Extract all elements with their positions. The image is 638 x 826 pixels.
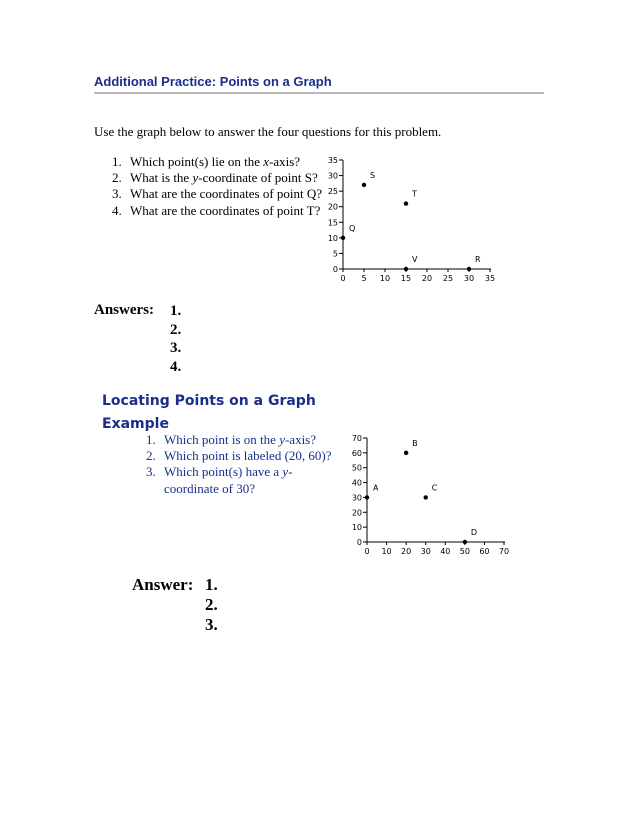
x-tick-label: 35 xyxy=(484,274,496,283)
question-number: 3. xyxy=(146,464,156,480)
question-item xyxy=(112,154,322,170)
x-tick-label: 20 xyxy=(421,274,433,283)
question-text: coordinate of 30? xyxy=(164,480,255,496)
question-number: 1. xyxy=(112,154,122,169)
question-text: What are the coordinates of point T? xyxy=(130,202,321,218)
point-label: D xyxy=(470,528,478,537)
point-label: B xyxy=(412,438,418,448)
answer-numbers-1 xyxy=(170,302,181,376)
point-label: S xyxy=(370,170,376,180)
y-tick-label: 60 xyxy=(351,448,362,458)
y-tick-label: 25 xyxy=(327,187,338,197)
point-label: V xyxy=(412,255,418,264)
question-number: 1. xyxy=(146,432,156,447)
y-tick-label: 20 xyxy=(327,202,338,212)
y-tick-label: 0 xyxy=(332,265,338,274)
x-tick-label: 30 xyxy=(463,274,475,283)
x-tick-label: 50 xyxy=(459,547,470,556)
question-variable: x xyxy=(263,154,269,169)
question-number: 4. xyxy=(112,202,122,218)
question-text: Which point is on the xyxy=(164,432,280,447)
data-point xyxy=(341,236,345,240)
question-number: 2. xyxy=(146,448,156,464)
question-item xyxy=(112,203,322,219)
question-item xyxy=(146,432,332,448)
answer-number: 2. xyxy=(205,595,218,614)
x-tick-label: 15 xyxy=(400,274,412,283)
point-label: C xyxy=(431,483,438,493)
answer-number: 3. xyxy=(170,340,182,356)
y-tick-label: 0 xyxy=(356,538,362,547)
answer-number: 1. xyxy=(170,303,182,319)
x-tick-label: 30 xyxy=(420,547,431,556)
section-heading: Locating Points on a Graph xyxy=(102,393,316,409)
y-tick-label: 10 xyxy=(351,523,362,533)
question-text: -axis? xyxy=(284,432,317,447)
y-tick-label: 10 xyxy=(327,233,338,243)
data-point xyxy=(365,495,369,499)
question-item xyxy=(112,186,322,202)
question-item xyxy=(146,464,332,496)
point-label: T xyxy=(412,189,417,199)
question-variable: y xyxy=(279,432,285,447)
question-variable: y xyxy=(192,170,199,186)
answer-number: 1. xyxy=(205,575,218,594)
y-tick-label: 40 xyxy=(351,478,362,488)
answers-label: Answers: xyxy=(94,302,154,318)
point-label: Q xyxy=(349,223,356,233)
data-point xyxy=(404,267,408,271)
title-underline xyxy=(94,92,544,94)
question-text: -coordinate of point S? xyxy=(198,170,318,186)
data-point xyxy=(404,201,408,205)
x-tick-label: 60 xyxy=(479,547,490,556)
question-number: 2. xyxy=(112,170,122,186)
question-text: Which point(s) lie on the xyxy=(130,154,264,169)
question-text: -axis? xyxy=(269,154,301,169)
intro-text: Use the graph below to answer the four questions for this problem. xyxy=(94,124,442,139)
coordinate-graph-2 xyxy=(345,428,515,560)
point-label: A xyxy=(373,483,379,493)
y-tick-label: 30 xyxy=(327,171,338,181)
data-point xyxy=(463,540,467,544)
y-tick-label: 30 xyxy=(351,493,362,503)
coordinate-graph-1 xyxy=(322,150,502,290)
answer-number: 4. xyxy=(170,358,182,375)
y-tick-label: 50 xyxy=(351,463,362,473)
question-text: What is the xyxy=(130,170,193,186)
question-variable: y xyxy=(282,464,289,480)
x-tick-label: 40 xyxy=(440,547,451,556)
y-tick-label: 15 xyxy=(327,218,338,228)
x-tick-label: 20 xyxy=(401,547,412,556)
question-item xyxy=(146,448,332,464)
question-text: - xyxy=(288,464,293,480)
x-tick-label: 0 xyxy=(364,547,370,556)
x-tick-label: 10 xyxy=(379,274,391,283)
x-tick-label: 0 xyxy=(340,274,346,283)
x-tick-label: 5 xyxy=(361,274,367,283)
data-point xyxy=(424,495,428,499)
answer-number: 3. xyxy=(205,615,218,634)
section-title: Additional Practice: Points on a Graph xyxy=(94,74,332,89)
y-tick-label: 70 xyxy=(351,434,362,443)
question-text: Which point is labeled (20, 60)? xyxy=(164,448,332,464)
y-tick-label: 20 xyxy=(351,508,362,518)
question-number: 3. xyxy=(112,186,122,202)
data-point xyxy=(362,183,366,187)
question-item xyxy=(112,170,322,186)
question-list-1 xyxy=(112,154,322,219)
y-tick-label: 5 xyxy=(332,249,338,259)
question-list-2 xyxy=(146,432,332,497)
x-tick-label: 25 xyxy=(442,274,454,283)
data-point xyxy=(404,451,408,455)
x-tick-label: 10 xyxy=(381,547,392,556)
answer-number: 2. xyxy=(170,321,182,338)
question-text: Which point(s) have a xyxy=(164,464,283,480)
y-tick-label: 35 xyxy=(327,156,338,165)
point-label: R xyxy=(475,255,481,264)
data-point xyxy=(467,267,471,271)
example-label: Example xyxy=(102,416,169,432)
answer-label: Answer: xyxy=(132,575,194,594)
question-text: What are the coordinates of point Q? xyxy=(130,186,323,202)
answer-numbers-2 xyxy=(205,575,218,635)
x-tick-label: 70 xyxy=(498,547,510,556)
